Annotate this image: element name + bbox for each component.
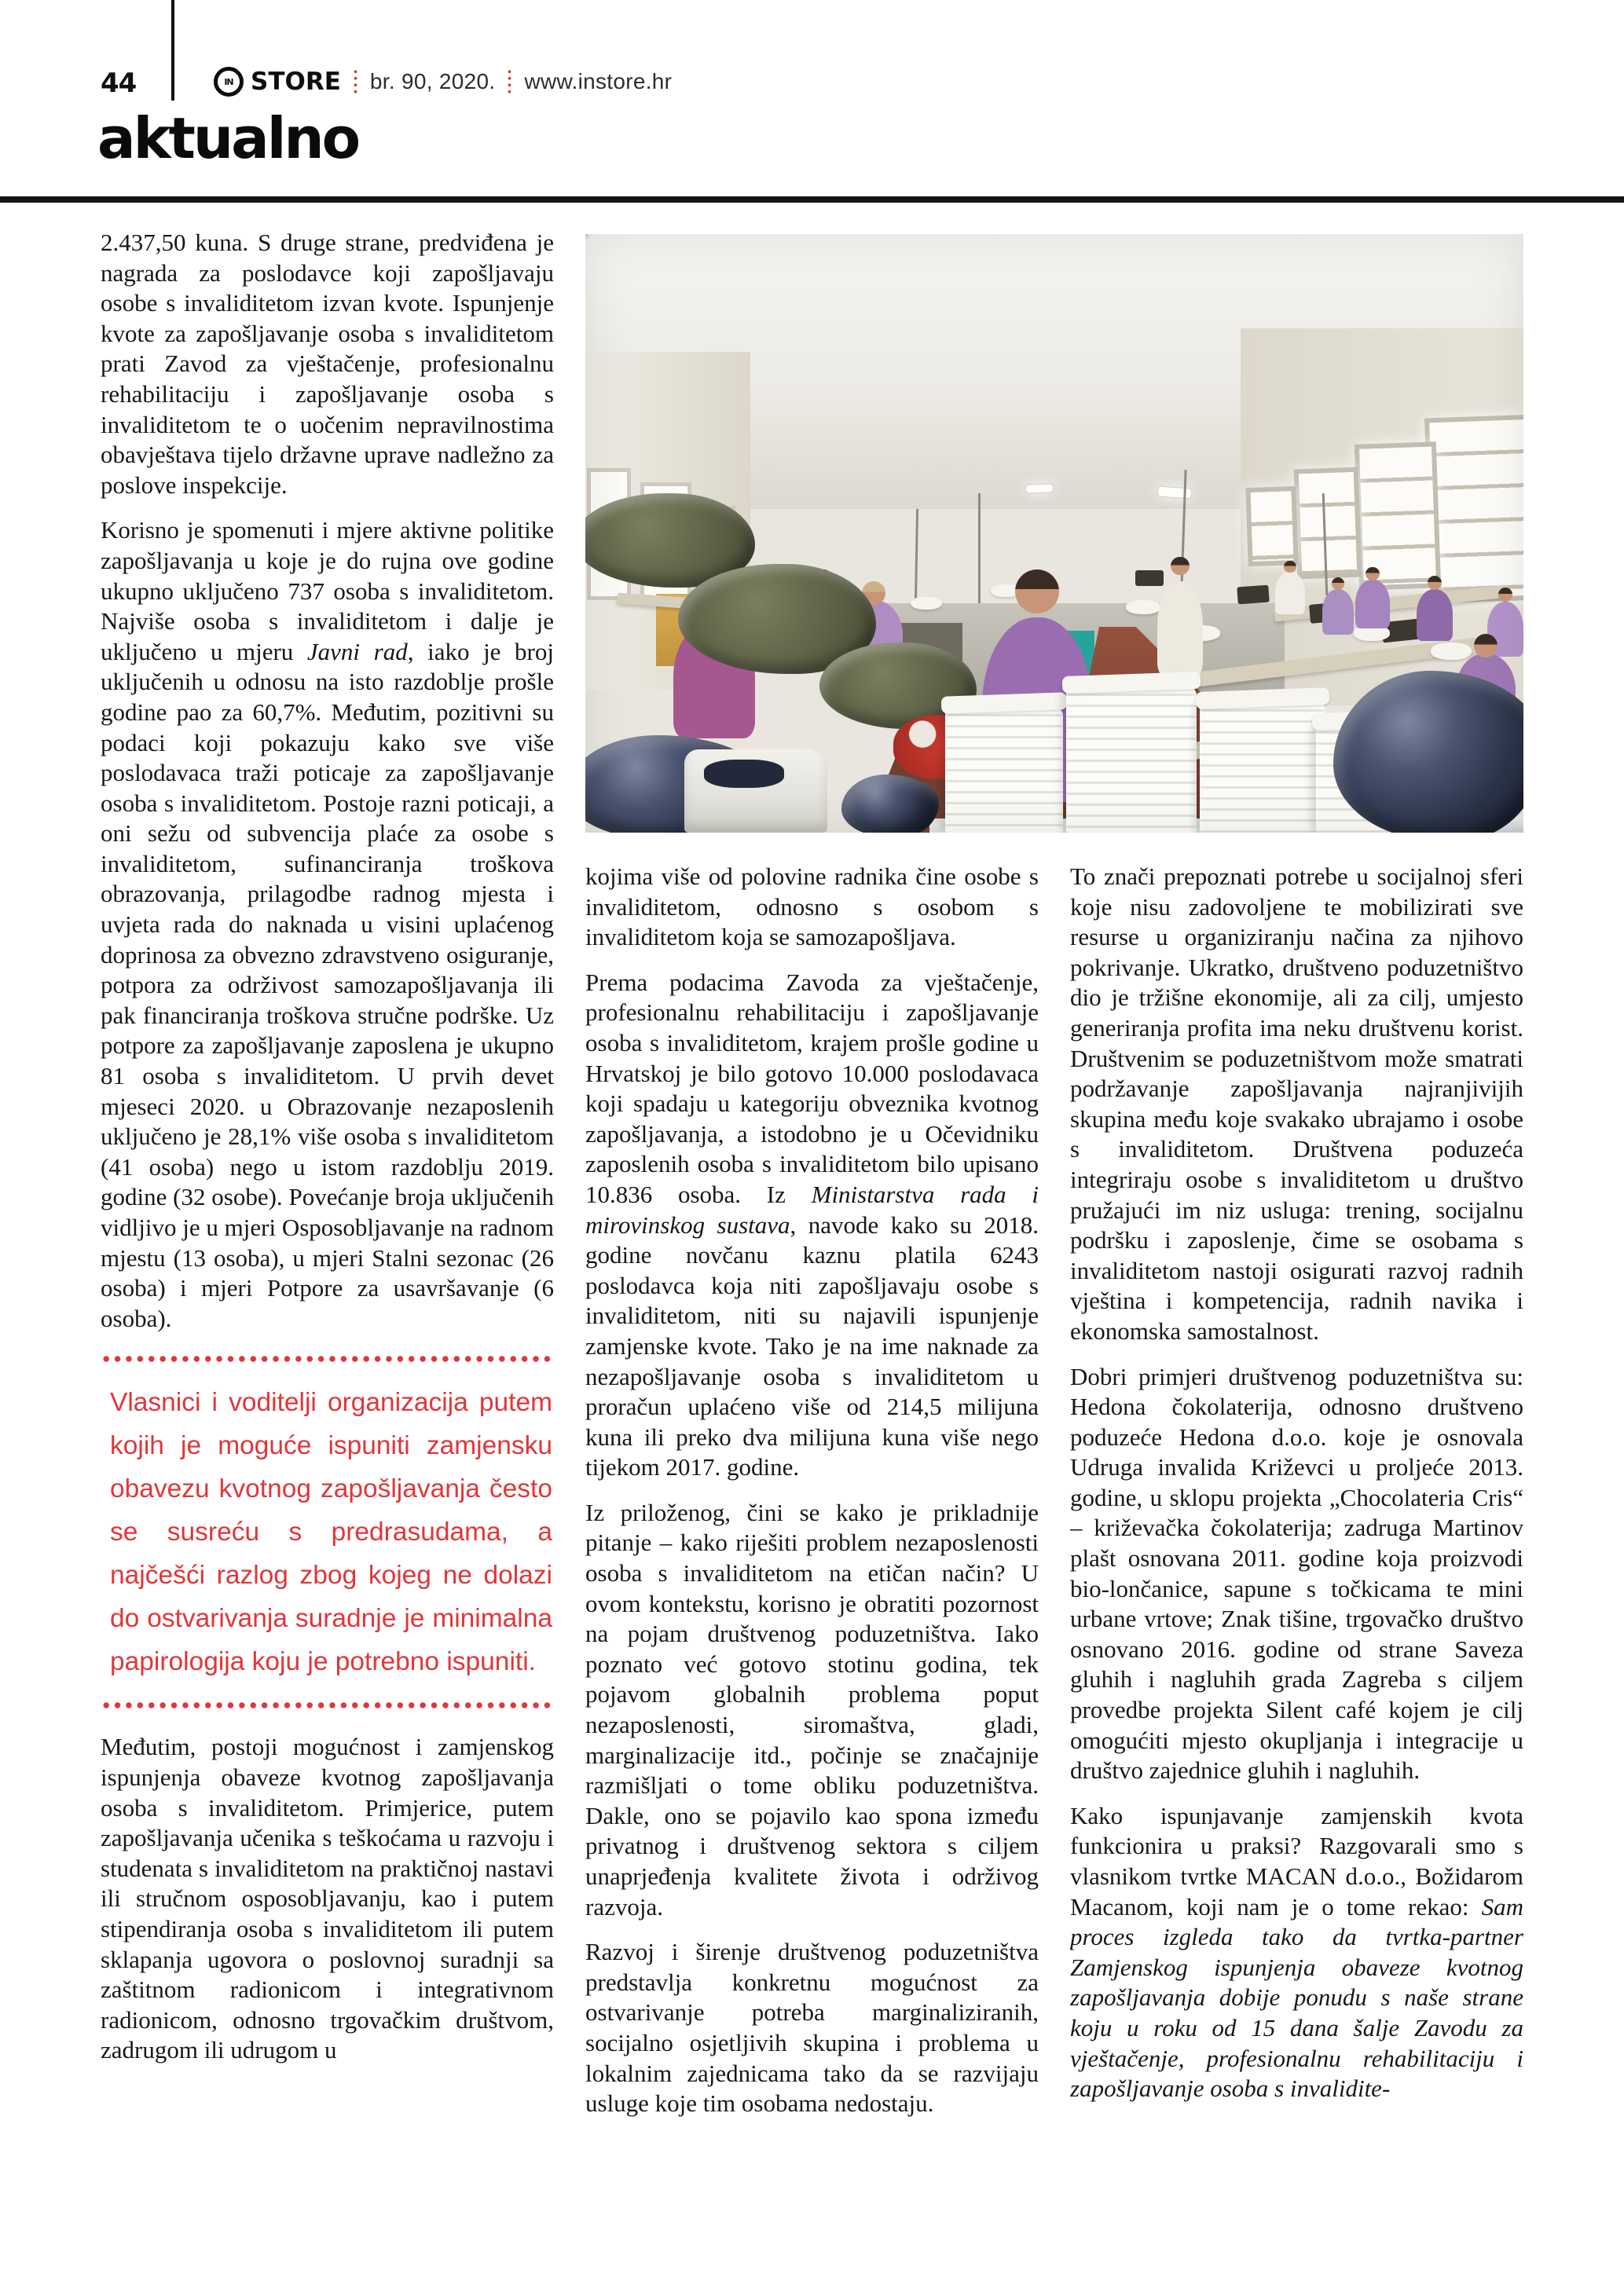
instore-logo-name: STORE bbox=[251, 68, 341, 96]
pull-quote bbox=[101, 1354, 554, 1710]
body-paragraph: Međutim, postoji mogućnost i zamjenskog ispunjenja obaveze kvotnog zapošljavanja osoba s invaliditetom. Primjerice, putem zapošljavanja učenika s teškoćama u razvoju i studenata s invaliditetom na praktičnoj nastavi ili stručnom osposobljavanju, kao i putem stipendiranja osoba s invaliditetom ili putem sklapanja ugovora o poslovnoj suradnji sa zaštitnom radionicom i integrativnom radionicom, odnosno trgovačkim društvom, zadrugom ili udrugom u bbox=[101, 1733, 554, 2064]
issue-label: br. 90, 2020. bbox=[369, 69, 496, 93]
dotted-rule bbox=[101, 1354, 554, 1364]
body-paragraph: Iz priloženog, čini se kako je prikladnije pitanje – kako riješiti problem nezaposlenosti osoba s invaliditetom na etičan način? U ovom kontekstu, korisno je obratiti pozornost na pojam društvenog poduzetništva. Iako poznato već gotovo stotinu godina, tek pojavom globalnih problema poput nezaposlenosti, siromaštva, gladi, marginalizacije itd., počinje se značajnije razmišljati o tome obliku poduzetništva. Dakle, ono se pojavilo kao spona između privatnog i društvenog sektora s ciljem unaprjeđenja kvalitete života i održivog razvoja. bbox=[585, 1498, 1039, 1921]
body-paragraph: Razvoj i širenje društvenog poduzetništva predstavlja konkretnu mogućnost za ostvarivanje potreba marginaliziranih, socijalno osjetljivih skupina i problema u lokalnim zajednicama tako da se razvijaju usluge koje tim osobama nedostaju. bbox=[585, 1938, 1039, 2118]
dotted-rule bbox=[101, 1701, 554, 1710]
body-paragraph: Dobri primjeri društvenog poduzetništva su: Hedona čokolaterija, odnosno društveno poduzeće Hedona d.o.o. koje je osnovala Udruga invalida Križevci u proljeće 2013. godine, u sklopu projekta „Chocolateria Cris“ – križevačka čokolaterija; zadruga Martinov plašt osnovana 2011. godine koja proizvodi bio-lončanice, sapune s točkicama te mini urbane vrtove; Znak tišine, trgovačko društvo osnovano 2016. godine od strane Saveza gluhih i nagluhih grada Zagreba s ciljem provedbe projekta Silent café kojem je cilj omogućiti mjesto okupljanja i integracije u društvo zajednice gluhih i nagluhih. bbox=[1070, 1362, 1523, 1785]
instore-logo-icon: IN bbox=[214, 67, 244, 97]
pull-quote-text: Vlasnici i voditelji organizacija putem kojih je moguće ispuniti zamjensku obavezu kvotnog zapošljavanja često se susreću s predrasudama, a najčešći razlog zbog kojeg ne dolazi do ostvarivanja suradnje je minimalna papirologija koju je potrebno ispuniti. bbox=[110, 1388, 552, 1677]
body-paragraph: Prema podacima Zavoda za vještačenje, profesionalnu rehabilitaciju i zapošljavanje osoba s invaliditetom, krajem prošle godine u Hrvatskoj je bilo gotovo 10.000 poslodavaca koji spadaju u kategoriju obveznika kvotnog zapošljavanja, a istodobno je u Očevidniku zaposlenih osoba s invaliditetom bilo upisano 10.836 osoba. Iz Ministarstva rada i mirovinskog sustava, navode kako su 2018. godine novčanu kaznu platila 6243 poslodavca koja niti zapošljavaju osobe s invaliditetom, niti su najavili ispunjenje zamjenske kvote. Tako je na ime naknade za nezapošljavanje osoba s invaliditetom u proračun uplaćeno više od 214,5 milijuna kuna ili preko dva milijuna kuna više nego tijekom 2017. godine. bbox=[585, 968, 1039, 1481]
dotted-separator-icon bbox=[354, 68, 357, 95]
header-divider bbox=[171, 0, 174, 101]
body-paragraph: kojima više od polovine radnika čine osobe s invaliditetom, odnosno s osobom s invaliditetom koja se samozapošljava. bbox=[585, 862, 1039, 951]
instore-logo bbox=[214, 67, 341, 97]
body-paragraph: Korisno je spomenuti i mjere aktivne politike zapošljavanja u koje je do rujna ove godine ukupno uključeno 737 osoba s invaliditetom. Najviše osoba s invaliditetom i dalje je uključeno u mjeru Javni rad, iako je broj uključenih u odnosu na isto razdoblje prošle godine pao za 60,7%. Međutim, pozitivni su podaci koji pokazuju kako sve više poslodavaca traži poticaje za zapošljavanje osoba s invaliditetom. Postoje razni poticaji, a oni sežu od subvencija plaće za osobe s invaliditetom, sufinanciranja troškova obrazovanja, prilagodbe radnog mjesta i uvjeta rada do naknada u visini uplaćenog doprinosa za obvezno zdravstveno osiguranje, potpora za održivost samozapošljavanja ili pak financiranja troškova stručne podrške. Uz potpore za zapošljavanje zaposlena je ukupno 81 osoba s invaliditetom. U prvih devet mjeseci 2020. u Obrazovanje nezaposlenih uključeno je 28,1% više osoba s invaliditetom (41 osoba) nego u istom razdoblju 2019. godine (32 osobe). Povećanje broja uključenih vidljivo je u mjeri Osposobljavanje na radnom mjestu (13 osoba), u mjeri Stalni sezonac (26 osoba) i mjeri Potpore za usavršavanje (6 osoba). bbox=[101, 516, 554, 1332]
photo-vignette bbox=[585, 234, 1523, 833]
masthead bbox=[214, 66, 672, 97]
page-number: 44 bbox=[101, 68, 137, 99]
section-rule bbox=[0, 196, 1624, 203]
article-column-1 bbox=[101, 228, 554, 2284]
body-paragraph: 2.437,50 kuna. S druge strane, predviđena je nagrada za poslodavce koji zapošljavaju osobe s invaliditetom izvan kvote. Ispunjenje kvote za zapošljavanje osoba s invaliditetom prati Zavod za vještačenje, profesionalnu rehabilitaciju i zapošljavanje osoba s invaliditetom te o uočenim nepravilnostima obavještava tijelo državne uprave nadležno za poslove inspekcije. bbox=[101, 229, 554, 499]
body-paragraph: To znači prepoznati potrebe u socijalnoj sferi koje nisu zadovoljene te mobilizirati sve resurse u organiziranju načina za njihovo pokrivanje. Ukratko, društveno poduzetništvo dio je tržišne ekonomije, ali za cilj, umjesto generiranja profita ima neku društvenu korist. Društvenim se poduzetništvom može smatrati podržavanje zapošljavanja najranjivijih skupina među koje svakako ubrajamo i osobe s invaliditetom. Društvena poduzeća integriraju osobe s invaliditetom u društvo pružajući im niz usluga: trening, socijalnu podršku i zaposlenje, čime se osobama s invaliditetom nastoji osigurati razvoj radnih vještina i kompetencija, radnih navika i ekonomska samostalnost. bbox=[1070, 862, 1523, 1345]
website-label: www.instore.hr bbox=[524, 69, 673, 93]
section-title: aktualno bbox=[97, 105, 359, 171]
dotted-separator-icon bbox=[508, 68, 511, 95]
article-column-3 bbox=[1070, 862, 1523, 2230]
factory-photo bbox=[585, 234, 1523, 833]
body-paragraph: Kako ispunjavanje zamjenskih kvota funkcionira u praksi? Razgovarali smo s vlasnikom tvrtke MACAN d.o.o., Božidarom Macanom, koji nam je o tome rekao: Sam proces izgleda tako da tvrtka-partner Zamjenskog ispunjenja obaveze kvotnog zapošljavanja dobije ponudu s naše strane koju u roku od 15 dana šalje Zavodu za vještačenje, profesionalnu rehabilitaciju i zapošljavanje osoba s invalidite- bbox=[1070, 1801, 1523, 2103]
article-column-2 bbox=[585, 862, 1039, 2230]
